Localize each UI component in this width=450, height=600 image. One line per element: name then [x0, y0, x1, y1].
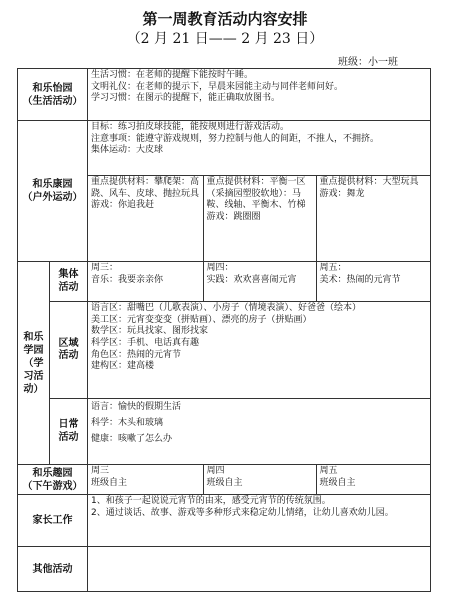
other-content — [88, 547, 431, 592]
daily-line-1: 语言：愉快的假期生活 — [91, 402, 182, 412]
life-section-label — [18, 69, 88, 121]
life-line-2: 文明礼仪：在老师的提示下，早晨来园能主动与同伴老师问好。 — [91, 81, 344, 92]
study-name-5: 动） — [23, 383, 44, 395]
game-day-wed: 周三 班级自主 — [91, 466, 128, 488]
game-row — [18, 465, 431, 495]
daily-activity-label: 日常 活动 — [50, 399, 88, 465]
outdoor-name: 和乐康园 — [32, 179, 73, 190]
study-name-2: 学园 — [23, 344, 44, 356]
study-area-row — [18, 302, 431, 399]
outdoor-materials-cell — [88, 176, 431, 262]
outdoor-goal: 目标：练习拍皮球技能，能按规则进行游戏活动。 — [91, 122, 290, 132]
class-value: 小一班 — [368, 57, 398, 68]
outdoor-notice: 注意事项：能遵守游戏规则，努力控制与他人的间距，不推人，不拥挤。 — [91, 133, 380, 144]
area-line-3: 数学区：玩具找家、图形找家 — [91, 326, 209, 337]
area-line-5: 角色区：热闹的元宵节 — [91, 349, 182, 360]
life-line-3: 学习习惯：在图示的提醒下，能正确取放图书。 — [91, 93, 281, 104]
game-section-label — [18, 465, 88, 495]
life-content — [88, 69, 431, 121]
parent-name: 家长工作 — [32, 515, 73, 526]
outdoor-columns — [88, 176, 431, 261]
page-title: 第一周教育活动内容安排 — [142, 10, 308, 28]
outdoor-col-2-game: 游戏：跳圈圈 — [206, 212, 261, 223]
game-days — [88, 465, 431, 494]
outdoor-group: 集体运动：大皮球 — [91, 145, 164, 156]
game-day-fri: 周五 班级自主 — [316, 465, 431, 494]
group-day-wed: 周三： 音乐：我要亲亲你 — [91, 263, 164, 285]
study-section-label — [18, 262, 50, 465]
daily-activity-content — [88, 399, 431, 465]
game-cell — [88, 465, 431, 495]
other-section-label — [18, 547, 88, 592]
group-day-fri: 周五： 美术：热闹的元宵节 — [316, 262, 431, 301]
outdoor-col-2-material: 重点提供材料：平衡一区（采摘园塑胶软地）：马鞍、线轴、平衡木、竹梯 — [206, 177, 306, 211]
area-line-4: 科学区：手机、电话真有趣 — [91, 338, 200, 349]
date-range: （2 月 21 日—— 2 月 23 日） — [126, 31, 324, 47]
parent-content — [88, 495, 431, 547]
parent-section-label — [18, 495, 88, 547]
schedule-table — [17, 68, 431, 592]
parent-row — [18, 495, 431, 547]
study-group-row — [18, 262, 431, 302]
life-sub: （生活活动） — [22, 95, 83, 107]
game-sub: （下午游戏） — [22, 480, 83, 492]
study-name-1: 和乐 — [23, 331, 44, 343]
other-name: 其他活动 — [32, 563, 73, 575]
outdoor-goal-cell — [88, 121, 431, 176]
outdoor-col-3 — [316, 176, 431, 261]
class-label: 班级： — [338, 57, 368, 68]
area-line-2: 美工区：元宵变变变（拼贴画）、漂亮的房子（拼贴画） — [91, 314, 312, 325]
area-activity-content — [88, 302, 431, 399]
outdoor-col-1 — [88, 176, 203, 261]
class-info — [338, 53, 398, 68]
game-day-thu: 周四 班级自主 — [203, 465, 316, 494]
outdoor-sub: （户外运动） — [22, 192, 83, 203]
outdoor-section-label — [18, 121, 88, 262]
parent-line-1: 1、和孩子一起说说元宵节的由来，感受元宵节的传统氛围。 — [91, 496, 331, 506]
group-activity-label: 集体 活动 — [50, 262, 88, 302]
life-name: 和乐怡园 — [32, 82, 73, 94]
life-line-1: 生活习惯：在老师的提醒下能按时午睡。 — [91, 70, 254, 80]
outdoor-col-2 — [203, 176, 316, 261]
study-daily-row — [18, 399, 431, 465]
group-activity-cell — [88, 262, 431, 302]
outdoor-col-1-game: 游戏：你追我赶 — [91, 200, 155, 211]
parent-line-2: 2、通过谈话、故事、游戏等多种形式来稳定幼儿情绪，让幼儿喜欢幼儿园。 — [91, 507, 394, 518]
group-day-thu: 周四： 实践：欢欢喜喜闹元宵 — [203, 262, 316, 301]
other-row — [18, 547, 431, 592]
life-row — [18, 69, 431, 121]
study-name-4: 习活 — [23, 370, 44, 382]
group-activity-days — [88, 262, 431, 301]
study-name-3: （学 — [23, 357, 44, 369]
outdoor-col-3-material: 重点提供材料：大型玩具 — [319, 177, 419, 187]
outdoor-col-1-material: 重点提供材料：攀爬架：高跷、风车、皮球、抛拉玩具 — [91, 177, 200, 199]
area-activity-label: 区域 活动 — [50, 302, 88, 399]
outdoor-goal-row — [18, 121, 431, 176]
area-line-1: 语言区：甜嘴巴（儿歌表演）、小房子（情境表演）、好爸爸（绘本） — [91, 303, 362, 313]
game-name: 和乐趣园 — [32, 467, 73, 479]
outdoor-col-3-game: 游戏：舞龙 — [319, 188, 365, 199]
area-line-6: 建构区：建高楼 — [91, 361, 155, 372]
daily-line-2: 科学：木头和玻璃 — [91, 417, 164, 428]
daily-line-3: 健康：咳嗽了怎么办 — [91, 433, 173, 444]
